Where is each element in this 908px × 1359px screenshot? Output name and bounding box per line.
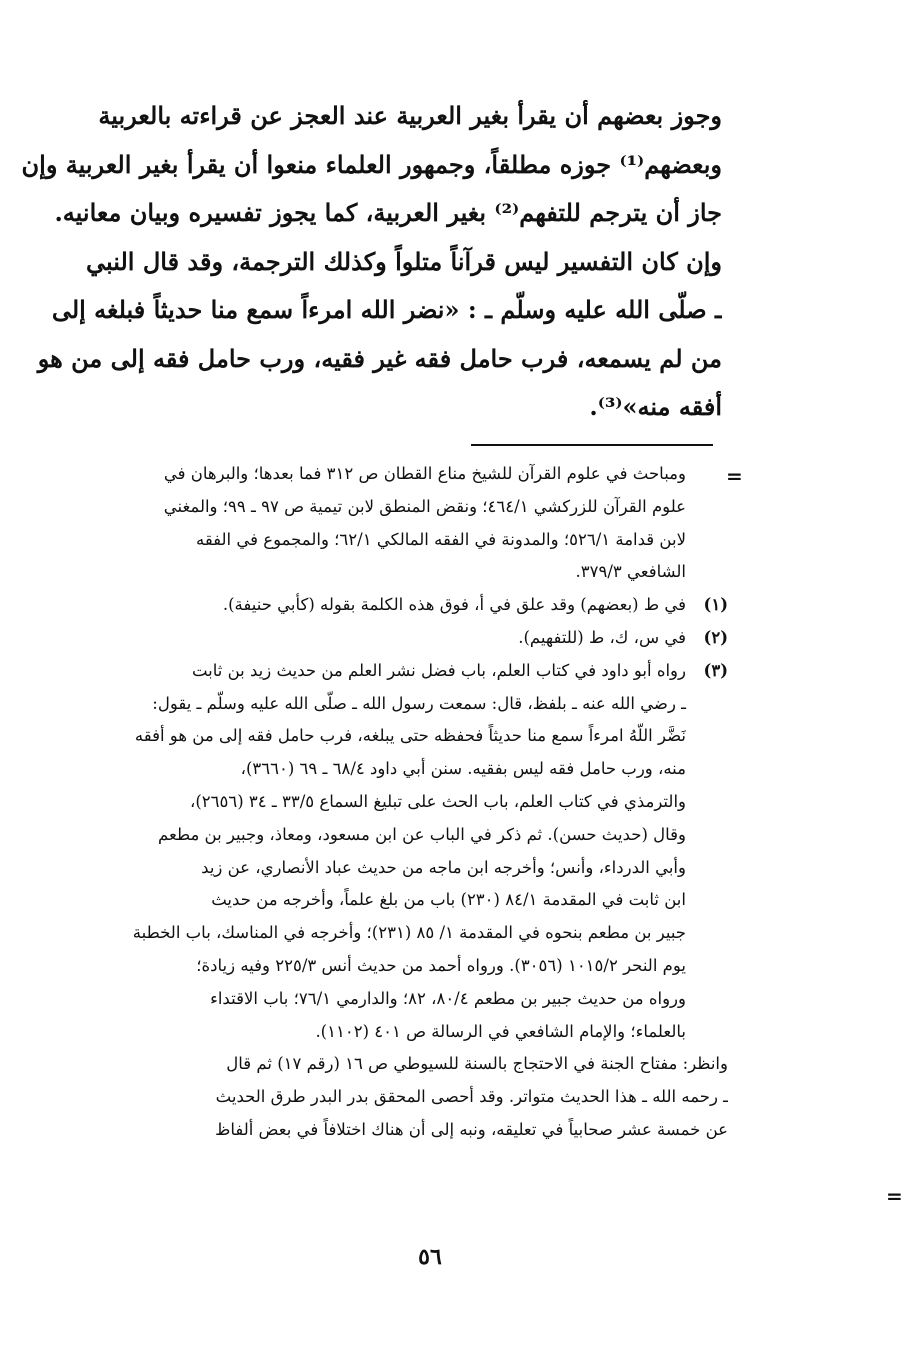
main-text-line: أفقه منه»⁽³⁾. — [589, 392, 722, 421]
footnote-3-line: وأبي الدرداء، وأنس؛ وأخرجه ابن ماجه من حديث عباد الأنصاري، عن زيد — [201, 857, 686, 877]
footnote-continuation-line: علوم القرآن للزركشي ٤٦٤/١؛ ونقض المنطق لابن تيمية ص ٩٧ ـ ٩٩؛ والمغني — [163, 496, 686, 516]
main-text-line: وإن كان التفسير ليس قرآناً متلواً وكذلك الترجمة، وقد قال النبي — [86, 246, 722, 276]
footnote-number: (٢) — [703, 627, 728, 647]
footnote-continuation-line: لابن قدامة ٥٢٦/١؛ والمدونة في الفقه المالكي ٦٢/١؛ والمجموع في الفقه — [195, 529, 686, 549]
footnote-3-line: جبير بن مطعم بنحوه في المقدمة ١/ ٨٥ (٢٣١)؛ وأخرجه في المناسك، باب الخطبة — [132, 923, 686, 943]
footnote-continuation-line: الشافعي ٣٧٩/٣. — [575, 562, 686, 582]
footnote-text: في س، ك، ط (للتفهيم). — [518, 627, 686, 647]
footnote-3-line: نَضَّر اللّهُ امرءاً سمع منا حديثاً فحفظه حتى يبلغه، فرب حامل فقه إلى من هو أفقه — [134, 726, 686, 746]
continuation-mark-bottom: = — [886, 1184, 903, 1208]
footnote-text: في ط (بعضهم) وقد علق في أ، فوق هذه الكلمة بقوله (كأبي حنيفة). — [222, 595, 686, 615]
footnote-closing-line: عن خمسة عشر صحابياً في تعليقه، ونبه إلى أن هناك اختلافاً في بعض ألفاظ — [215, 1119, 728, 1139]
footnote-1 — [22, 589, 728, 622]
main-text-line: وبعضهم⁽¹⁾ جوزه مطلقاً، وجمهور العلماء منعوا أن يقرأ بغير العربية وإن — [22, 149, 722, 179]
footnote-separator — [471, 444, 713, 446]
footnote-text: رواه أبو داود في كتاب العلم، باب فضل نشر العلم من حديث زيد بن ثابت — [191, 660, 686, 680]
footnote-3-line: يوم النحر ١٠١٥/٢ (٣٠٥٦). ورواه أحمد من حديث أنس ٢٢٥/٣ وفيه زيادة؛ — [196, 955, 686, 975]
footnote-3-line: والترمذي في كتاب العلم، باب الحث على تبليغ السماع ٣٣/٥ ـ ٣٤ (٢٦٥٦)، — [190, 791, 686, 811]
main-text-line: جاز أن يترجم للتفهم⁽²⁾ بغير العربية، كما يجوز تفسيره وبيان معانيه. — [54, 198, 722, 227]
footnote-closing-line: ـ رحمه الله ـ هذا الحديث متواتر. وقد أحصى المحقق بدر البدر طرق الحديث — [215, 1087, 728, 1107]
footnote-3-line: ابن ثابت في المقدمة ٨٤/١ (٢٣٠) باب من بلغ علماً، وأخرجه من حديث — [211, 890, 686, 910]
footnote-3 — [22, 655, 728, 688]
footnote-number: (١) — [703, 595, 728, 615]
main-text-line: من لم يسمعه، فرب حامل فقه غير فقيه، ورب حامل فقه إلى من هو — [37, 343, 722, 373]
page-number: ٥٦ — [418, 1244, 442, 1270]
continuation-mark-top: = — [726, 464, 743, 488]
footnote-3-line: بالعلماء؛ والإمام الشافعي في الرسالة ص ٤٠١ (١١٠٢). — [315, 1021, 686, 1041]
main-text — [22, 92, 722, 432]
footnote-3-line: ورواه من حديث جبير بن مطعم ٨٠/٤، ٨٢؛ والدارمي ٧٦/١؛ باب الاقتداء — [210, 988, 686, 1008]
footnote-3-line: ـ رضي الله عنه ـ بلفظ، قال: سمعت رسول الله ـ صلّى الله عليه وسلّم ـ يقول: — [152, 693, 686, 713]
footnote-3-line: منه، ورب حامل فقه ليس بفقيه. سنن أبي داود ٦٨/٤ ـ ٦٩ (٣٦٦٠)، — [240, 759, 686, 779]
footnote-closing-line: وانظر: مفتاح الجنة في الاحتجاج بالسنة للسيوطي ص ١٦ (رقم ١٧) ثم قال — [226, 1054, 728, 1074]
footnote-continuation-line: ومباحث في علوم القرآن للشيخ مناع القطان ص ٣١٢ فما بعدها؛ والبرهان في — [163, 464, 686, 483]
main-text-line: وجوز بعضهم أن يقرأ بغير العربية عند العجز عن قراءته بالعربية — [98, 101, 722, 130]
footnote-2 — [22, 622, 728, 655]
footnote-3-line: وقال (حديث حسن). ثم ذكر في الباب عن ابن مسعود، ومعاذ، وجبير بن مطعم — [158, 824, 686, 844]
main-text-line: ـ صلّى الله عليه وسلّم ـ : «نضر الله امرءاً سمع منا حديثاً فبلغه إلى — [51, 295, 722, 324]
footnotes — [22, 458, 728, 1147]
footnote-number: (٣) — [703, 660, 728, 680]
